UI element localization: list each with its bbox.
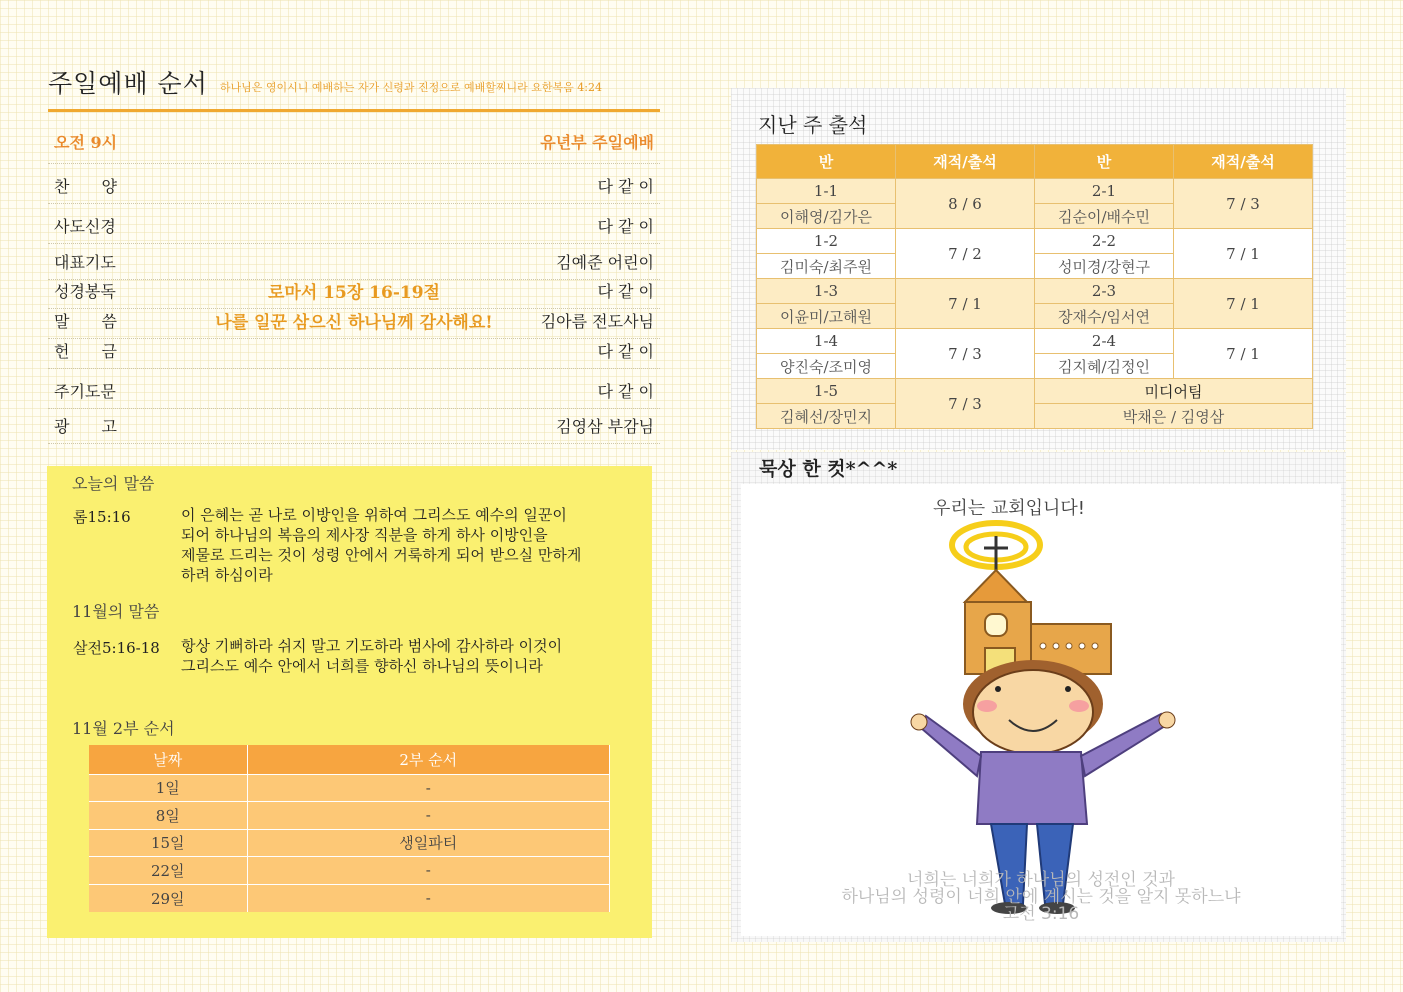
table-header-row xyxy=(757,145,1313,179)
verse-line: 이 은혜는 곧 나로 이방인을 위하여 그리스도 예수의 일꾼이 xyxy=(181,506,567,524)
media-team-members: 박채은 / 김영삼 xyxy=(1035,404,1313,429)
worship-row xyxy=(48,339,660,369)
class-name: 2-1 xyxy=(1035,179,1174,204)
column-header-program: 2부 순서 xyxy=(247,745,610,774)
class-teachers: 성미경/강현구 xyxy=(1035,254,1174,279)
class-name: 1-2 xyxy=(757,229,896,254)
attendance-count: 7 / 3 xyxy=(896,329,1035,379)
worship-row xyxy=(48,280,660,309)
schedule-date: 22일 xyxy=(89,857,247,885)
class-name: 1-3 xyxy=(757,279,896,304)
table-row xyxy=(89,774,610,802)
sermon-title: 나를 일꾼 삼으신 하나님께 감사해요! xyxy=(215,313,493,333)
worship-item-label: 사도신경 xyxy=(54,217,116,236)
worship-header-row xyxy=(48,128,660,164)
class-teachers: 양진숙/조미영 xyxy=(757,354,896,379)
worship-item-label: 대표기도 xyxy=(54,253,116,272)
class-name: 2-3 xyxy=(1035,279,1174,304)
card-caption-line: 고전 3:16 xyxy=(1002,904,1080,924)
card-title: 우리는 교회입니다! xyxy=(932,498,1086,519)
month-verse-text xyxy=(181,636,562,676)
worship-title-bar xyxy=(48,68,660,112)
card-caption-line: 하나님의 성령이 너희 안에 계시는 것을 알지 못하느냐 xyxy=(841,887,1241,907)
worship-row xyxy=(48,309,660,339)
attendance-count: 7 / 3 xyxy=(896,379,1035,429)
worship-item-label: 주기도문 xyxy=(54,382,116,401)
attendance-count: 7 / 1 xyxy=(1174,229,1313,279)
halo-icon xyxy=(952,523,1040,572)
verse-line: 되어 하나님의 복음의 제사장 직분을 하게 하사 이방인을 xyxy=(181,526,548,544)
worship-item-label: 성경봉독 xyxy=(54,282,116,301)
verse-line: 항상 기뻐하라 쉬지 말고 기도하라 범사에 감사하라 이것이 xyxy=(181,637,563,655)
worship-item-leader: 김영삼 부감님 xyxy=(556,417,654,436)
verse-line: 그리스도 예수 안에서 너희를 향하신 하나님의 뜻이니라 xyxy=(181,657,543,675)
second-part-schedule-table xyxy=(89,745,610,912)
worship-row xyxy=(48,409,660,444)
card-caption-line: 너희는 너희가 하나님의 성전인 것과 xyxy=(907,870,1175,890)
table-row xyxy=(757,229,1313,254)
table-row xyxy=(757,329,1313,354)
column-header-count: 재적/출석 xyxy=(896,145,1035,179)
worship-item-label: 찬 양 xyxy=(54,177,117,196)
class-teachers: 이윤미/고해원 xyxy=(757,304,896,329)
worship-item-leader: 다 같 이 xyxy=(597,177,654,196)
scripture-box xyxy=(47,466,652,938)
attendance-count: 7 / 3 xyxy=(1174,179,1313,229)
attendance-count: 7 / 1 xyxy=(896,279,1035,329)
worship-row xyxy=(48,369,660,409)
worship-subtitle-verse: 하나님은 영이시니 예배하는 자가 신령과 진정으로 예배할찌니라 요한복음 4:24 xyxy=(219,81,602,94)
service-time: 오전 9시 xyxy=(54,133,118,152)
class-teachers: 장재수/임서연 xyxy=(1035,304,1174,329)
attendance-table xyxy=(756,144,1313,429)
column-header-class: 반 xyxy=(757,145,896,179)
class-teachers: 김미숙/최주원 xyxy=(757,254,896,279)
schedule-program: - xyxy=(247,857,610,885)
schedule-program: - xyxy=(247,802,610,830)
class-teachers: 김순이/배수민 xyxy=(1035,204,1174,229)
worship-item-label: 헌 금 xyxy=(54,342,117,361)
schedule-date: 8일 xyxy=(89,802,247,830)
attendance-count: 7 / 2 xyxy=(896,229,1035,279)
column-header-count: 재적/출석 xyxy=(1174,145,1313,179)
class-name: 2-4 xyxy=(1035,329,1174,354)
verse-line: 제물로 드리는 것이 성령 안에서 거룩하게 되어 받으실 만하게 xyxy=(181,546,582,564)
table-row xyxy=(89,857,610,885)
worship-item-label: 말 씀 xyxy=(54,312,117,331)
worship-item-label: 광 고 xyxy=(54,417,117,436)
church-kid-illustration xyxy=(741,484,1341,936)
today-verse-text xyxy=(181,505,581,585)
verse-line: 하려 하심이라 xyxy=(181,566,273,584)
table-row xyxy=(757,279,1313,304)
schedule-program: - xyxy=(247,884,610,912)
worship-item-leader: 김예준 어린이 xyxy=(556,253,654,272)
table-header-row xyxy=(89,745,610,774)
worship-item-leader: 다 같 이 xyxy=(597,382,654,401)
schedule-program: 생일파티 xyxy=(247,829,610,857)
attendance-count: 8 / 6 xyxy=(896,179,1035,229)
schedule-date: 15일 xyxy=(89,829,247,857)
schedule-date: 29일 xyxy=(89,884,247,912)
schedule-program: - xyxy=(247,774,610,802)
column-header-date: 날짜 xyxy=(89,745,247,774)
month-verse-heading: 11월의 말씀 xyxy=(72,602,160,621)
worship-item-leader: 다 같 이 xyxy=(597,217,654,236)
table-row xyxy=(757,404,1313,429)
table-row xyxy=(89,829,610,857)
worship-item-leader: 다 같 이 xyxy=(597,342,654,361)
meditation-title: 묵상 한 컷*^^* xyxy=(759,458,898,480)
meditation-panel xyxy=(731,452,1346,942)
scripture-reading-ref: 로마서 15장 16-19절 xyxy=(268,283,440,303)
meditation-card xyxy=(741,484,1341,936)
class-name: 1-5 xyxy=(757,379,896,404)
child-face xyxy=(963,660,1103,754)
attendance-title: 지난 주 출석 xyxy=(758,113,868,137)
today-verse-heading: 오늘의 말씀 xyxy=(72,474,155,493)
table-row xyxy=(757,379,1313,404)
table-row xyxy=(89,884,610,912)
schedule-date: 1일 xyxy=(89,774,247,802)
class-teachers: 이해영/김가은 xyxy=(757,204,896,229)
table-row xyxy=(757,179,1313,204)
worship-row xyxy=(48,244,660,280)
class-teachers: 김혜선/장민지 xyxy=(757,404,896,429)
worship-order-list xyxy=(48,128,660,444)
worship-row xyxy=(48,164,660,204)
church-icon xyxy=(965,570,1111,674)
schedule-heading: 11월 2부 순서 xyxy=(72,719,175,738)
column-header-class: 반 xyxy=(1035,145,1174,179)
class-name: 1-1 xyxy=(757,179,896,204)
month-verse-ref: 살전5:16-18 xyxy=(73,639,160,657)
attendance-count: 7 / 1 xyxy=(1174,329,1313,379)
worship-item-leader: 김아름 전도사님 xyxy=(540,312,654,331)
worship-item-leader: 다 같 이 xyxy=(597,282,654,301)
attendance-panel xyxy=(731,88,1346,450)
class-teachers: 김지혜/김정인 xyxy=(1035,354,1174,379)
table-row xyxy=(89,802,610,830)
worship-title: 주일예배 순서 xyxy=(48,69,208,98)
class-name: 1-4 xyxy=(757,329,896,354)
media-team-name: 미디어팀 xyxy=(1035,379,1313,404)
service-name: 유년부 주일예배 xyxy=(540,133,654,152)
attendance-count: 7 / 1 xyxy=(1174,279,1313,329)
class-name: 2-2 xyxy=(1035,229,1174,254)
worship-row xyxy=(48,204,660,244)
today-verse-ref: 롬15:16 xyxy=(73,508,131,526)
